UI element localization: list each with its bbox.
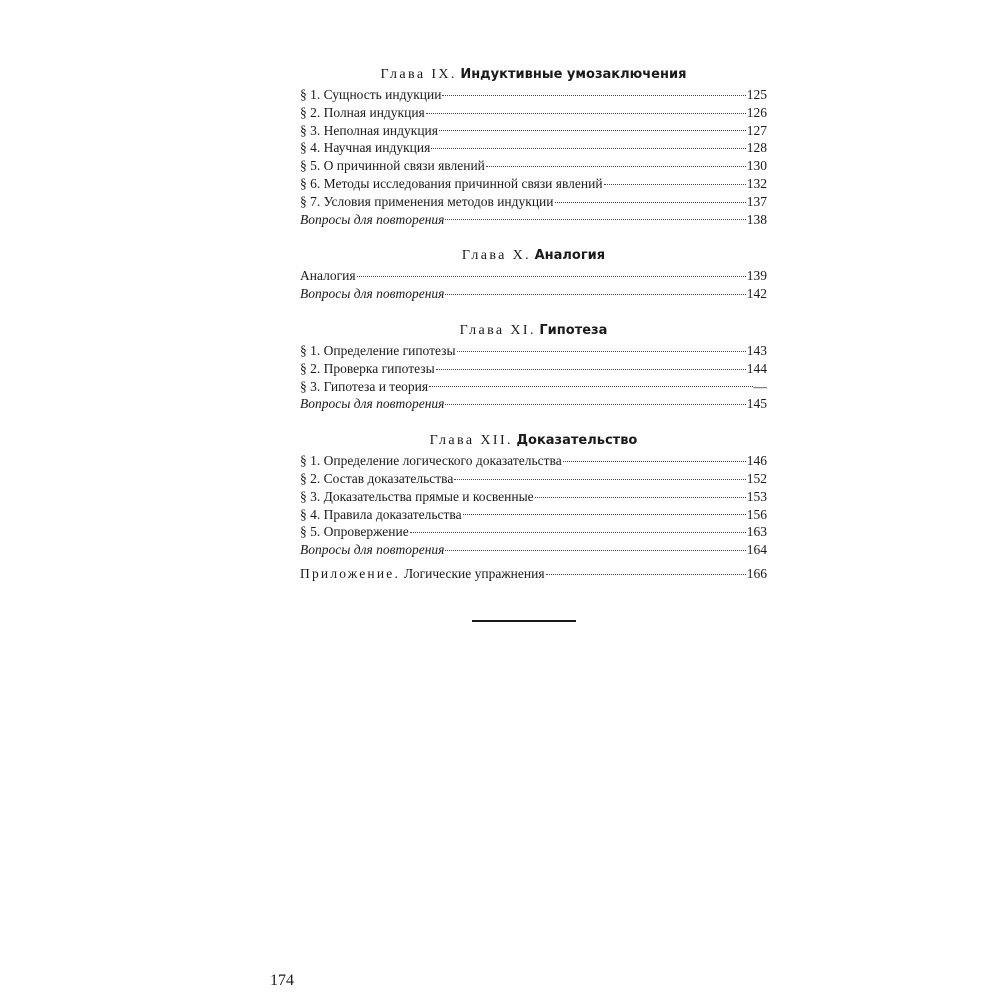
- dot-leader: [445, 403, 745, 405]
- chapter-label: Глава XI.: [459, 322, 536, 338]
- chapter-9: [300, 66, 767, 228]
- entry-text: Аналогия: [300, 268, 356, 284]
- toc-entry: [300, 139, 767, 157]
- chapter-heading: [300, 432, 767, 450]
- entry-page: 137: [746, 193, 767, 209]
- entry-text: Вопросы для повторения: [300, 542, 445, 558]
- dot-leader: [439, 129, 746, 131]
- entry-text: § 7. Условия применения методов индукции: [300, 193, 554, 209]
- dot-leader: [535, 496, 746, 498]
- toc-entry: [300, 122, 767, 140]
- toc-entry: [300, 267, 767, 285]
- entry-page: 153: [746, 488, 767, 504]
- entry-page: 156: [746, 506, 767, 522]
- dot-leader: [357, 275, 746, 277]
- entry-page: —: [753, 378, 767, 394]
- entry-text: § 4. Правила доказательства: [300, 506, 462, 522]
- dot-leader: [546, 573, 746, 575]
- dot-leader: [463, 513, 746, 515]
- chapter-heading: [300, 322, 767, 340]
- chapter-label: Глава XII.: [429, 433, 513, 449]
- entry-text: § 2. Состав доказательства: [300, 470, 454, 486]
- toc-entry: [300, 523, 767, 541]
- entry-text: Вопросы для повторения: [300, 286, 445, 302]
- toc-entry: [300, 488, 767, 506]
- toc-entry: [300, 157, 767, 175]
- dot-leader: [604, 183, 746, 185]
- toc-entry-review-questions: [300, 211, 767, 229]
- toc-entry-appendix: [300, 565, 767, 583]
- chapter-12: [300, 432, 767, 583]
- page-number: 174: [270, 972, 294, 989]
- entry-text: § 2. Проверка гипотезы: [300, 360, 435, 376]
- toc-entry: [300, 506, 767, 524]
- entry-page: 138: [746, 211, 767, 227]
- toc-entry-review-questions: [300, 285, 767, 303]
- toc-entry: [300, 175, 767, 193]
- dot-leader: [555, 201, 746, 203]
- entry-page: 163: [746, 524, 767, 540]
- entry-text: § 1. Сущность индукции: [300, 87, 442, 102]
- toc-entry: [300, 342, 767, 360]
- entry-page: 145: [746, 396, 767, 412]
- dot-leader: [410, 531, 746, 533]
- dot-leader: [486, 165, 746, 167]
- chapter-title: Индуктивные умозаключения: [460, 67, 687, 82]
- toc-entry: [300, 193, 767, 211]
- entry-page: 164: [746, 542, 767, 558]
- entry-text: § 3. Неполная индукция: [300, 122, 438, 138]
- appendix-title: Логические упражнения: [404, 565, 545, 581]
- entry-page: 132: [746, 175, 767, 191]
- chapter-heading: [300, 66, 767, 84]
- chapter-title: Доказательство: [516, 433, 638, 449]
- toc-entry: [300, 86, 767, 104]
- entry-text: Вопросы для повторения: [300, 211, 445, 227]
- entry-text: § 1. Определение гипотезы: [300, 342, 456, 358]
- chapter-11: [300, 322, 767, 413]
- entry-page: 166: [746, 565, 767, 581]
- chapter-label: Глава X.: [461, 248, 532, 264]
- entry-text: § 6. Методы исследования причинной связи явлений: [300, 175, 603, 191]
- dot-leader: [563, 460, 746, 462]
- dot-leader: [457, 350, 746, 352]
- entry-page: 152: [746, 470, 767, 486]
- entry-text: § 3. Гипотеза и теория: [300, 378, 429, 394]
- dot-leader: [445, 549, 745, 551]
- entry-text: § 1. Определение логического доказательства: [300, 453, 562, 469]
- toc-entry-review-questions: [300, 541, 767, 559]
- entry-page: 128: [746, 140, 767, 156]
- chapter-label: Глава IX.: [380, 67, 457, 82]
- chapter-title: Гипотеза: [539, 322, 608, 338]
- dot-leader: [426, 112, 746, 114]
- entry-page: 127: [746, 122, 767, 138]
- chapter-10: [300, 247, 767, 303]
- dot-leader: [445, 218, 745, 220]
- toc-entry: [300, 378, 767, 396]
- chapter-title: Аналогия: [534, 248, 606, 264]
- entry-text: § 5. О причинной связи явлений: [300, 158, 485, 174]
- dot-leader: [445, 293, 745, 295]
- entry-page: 142: [746, 286, 767, 302]
- toc-entry: [300, 452, 767, 470]
- entry-text: § 5. Опровержение: [300, 524, 409, 540]
- dot-leader: [436, 368, 746, 370]
- entry-page: 143: [746, 342, 767, 358]
- dot-leader: [429, 385, 752, 387]
- dot-leader: [454, 478, 745, 480]
- entry-page: 125: [746, 87, 767, 102]
- chapter-heading: [300, 247, 767, 265]
- dot-leader: [442, 94, 745, 96]
- entry-text: § 4. Научная индукция: [300, 140, 431, 156]
- entry-page: 126: [746, 104, 767, 120]
- entry-page: 146: [746, 453, 767, 469]
- entry-text: Вопросы для повторения: [300, 396, 445, 412]
- entry-text: § 2. Полная индукция: [300, 104, 425, 120]
- entry-page: 144: [746, 360, 767, 376]
- toc-entry: [300, 360, 767, 378]
- table-of-contents: [300, 66, 767, 602]
- entry-page: 139: [746, 268, 767, 284]
- toc-entry: [300, 470, 767, 488]
- end-rule: [472, 620, 576, 622]
- toc-entry: [300, 104, 767, 122]
- toc-entry-review-questions: [300, 395, 767, 413]
- appendix-label: Приложение.: [300, 565, 401, 581]
- entry-text: § 3. Доказательства прямые и косвенные: [300, 488, 534, 504]
- dot-leader: [431, 147, 745, 149]
- entry-page: 130: [746, 158, 767, 174]
